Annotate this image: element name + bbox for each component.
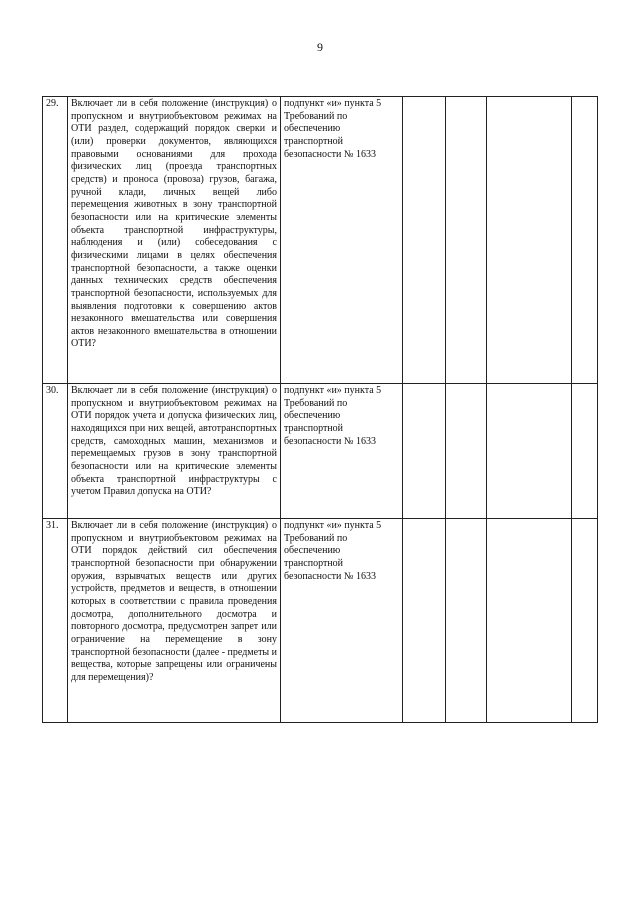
answer-no-cell xyxy=(446,384,487,519)
checklist-table xyxy=(42,96,598,723)
answer-yes-cell xyxy=(403,384,446,519)
legal-reference: подпункт «и» пункта 5 Требований по обеспечению транспортной безопасности № 1633 xyxy=(281,384,403,519)
answer-no-cell xyxy=(446,519,487,723)
answer-na-cell xyxy=(487,384,572,519)
table-row xyxy=(43,384,598,519)
answer-na-cell xyxy=(487,519,572,723)
table-row xyxy=(43,519,598,723)
question-text: Включает ли в себя положение (инструкция) о пропускном и внутриобъектовом режимах на ОТИ раздел, содержащий порядок сверки и (или) проверки документов, являющихся правовыми основаниями для прохода физических лиц (проезда транспортных средств) и проноса (провоза) грузов, багажа, ручной клади, личных вещей либо перемещения животных в зону транспортной безопасности или на критические элементы объекта транспортной инфраструктуры, наблюдения и (или) собеседования с физическими лицами в целях обеспечения транспортной безопасности, а также оценки данных технических средств обеспечения транспортной безопасности, используемых для выявления подготовки к совершению актов незаконного вмешательства или совершения актов незаконного вмешательства в отношении ОТИ? xyxy=(68,97,281,384)
notes-cell xyxy=(572,384,598,519)
answer-na-cell xyxy=(487,97,572,384)
row-number: 30. xyxy=(43,384,68,519)
row-number: 29. xyxy=(43,97,68,384)
row-number: 31. xyxy=(43,519,68,723)
legal-reference: подпункт «и» пункта 5 Требований по обеспечению транспортной безопасности № 1633 xyxy=(281,519,403,723)
notes-cell xyxy=(572,97,598,384)
legal-reference: подпункт «и» пункта 5 Требований по обеспечению транспортной безопасности № 1633 xyxy=(281,97,403,384)
answer-yes-cell xyxy=(403,97,446,384)
question-text: Включает ли в себя положение (инструкция) о пропускном и внутриобъектовом режимах на ОТИ порядок учета и допуска физических лиц, находящихся при них вещей, автотранспортных средств, самоходных машин, механизмов и перемещаемых грузов в зону транспортной безопасности или на критические элементы объекта транспортной инфраструктуры с учетом Правил допуска на ОТИ? xyxy=(68,384,281,519)
notes-cell xyxy=(572,519,598,723)
page-number: 9 xyxy=(317,40,323,54)
answer-yes-cell xyxy=(403,519,446,723)
question-text: Включает ли в себя положение (инструкция) о пропускном и внутриобъектовом режимах на ОТИ порядок действий сил обеспечения транспортной безопасности при обнаружении оружия, взрывчатых веществ или других устройств, предметов и веществ, в отношении которых в соответствии с правила проведения досмотра, дополнительного досмотра и повторного досмотра, предусмотрен запрет или ограничение на перемещение в зону транспортной безопасности (далее - предметы и вещества, которые запрещены или ограничены для перемещения)? xyxy=(68,519,281,723)
answer-no-cell xyxy=(446,97,487,384)
table-row xyxy=(43,97,598,384)
